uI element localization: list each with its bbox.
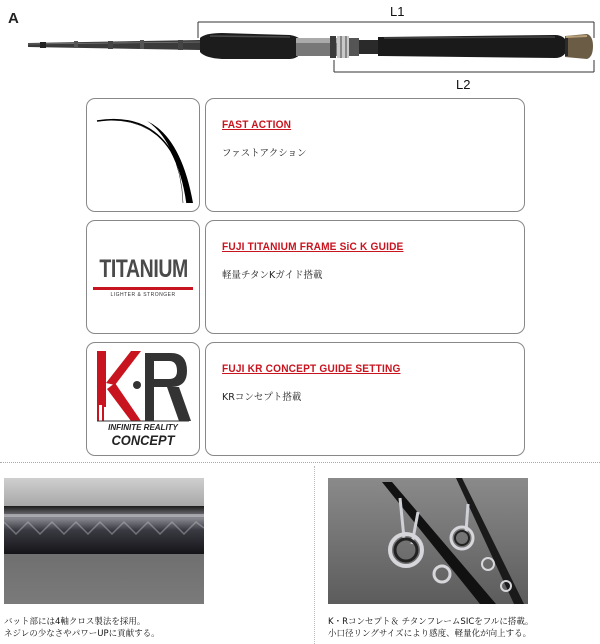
rod-label: A: [8, 10, 19, 27]
feature-title-titanium: FUJI TITANIUM FRAME SiC K GUIDE: [222, 241, 404, 253]
blank-photo-caption: [4, 616, 160, 640]
section-divider: [0, 462, 600, 464]
titanium-text-box: [205, 220, 525, 334]
blank-closeup-photo: [4, 478, 204, 604]
blank-caption-line1: バット部には4軸クロス製法を採用。: [4, 617, 146, 627]
feature-desc-titanium: 軽量チタンKガイド搭載: [222, 270, 323, 281]
rod-diagram: [0, 0, 600, 96]
dimension-l2-line: [334, 60, 594, 72]
rod-curve-icon: [87, 99, 199, 211]
titanium-logo-bar: [93, 287, 193, 290]
fast-action-text-box: [205, 98, 525, 212]
dimension-l1-label: L1: [390, 4, 405, 19]
dimension-l2-label: L2: [456, 77, 471, 92]
feature-title-kr-concept: FUJI KR CONCEPT GUIDE SETTING: [222, 363, 401, 375]
feature-desc-fast-action: ファストアクション: [222, 148, 307, 159]
fore-grip: [200, 33, 304, 59]
feature-title-fast-action: FAST ACTION: [222, 119, 292, 131]
kr-concept-text-box: [205, 342, 525, 456]
rod-drawing: [0, 0, 600, 96]
guides-caption-line1: K・Rコンセプト＆ チタンフレームSICをフルに搭載。: [328, 617, 534, 627]
guides-closeup-photo: [328, 478, 528, 604]
titanium-logo-text: TITANIUM: [99, 255, 188, 283]
guides-photo-caption: [328, 616, 533, 640]
fast-action-icon-box: [86, 98, 200, 212]
titanium-logo-box: [86, 220, 200, 334]
reel-seat: [296, 36, 379, 58]
butt-cap: [565, 34, 593, 59]
titanium-logo-subtext: LIGHTER & STRONGER: [110, 292, 176, 298]
column-divider: [314, 466, 316, 644]
guides-caption-line2: 小口径リングサイズにより感度、軽量化が向上する。: [328, 629, 532, 639]
feature-desc-kr-concept: KRコンセプト搭載: [222, 392, 302, 403]
rod-blank: [28, 40, 200, 50]
blank-caption-line2: ネジレの少なさやパワーUPに貢献する。: [4, 629, 160, 639]
kr-logo-text-line2: CONCEPT: [111, 432, 175, 448]
kr-logo-text-line1: INFINITE REALITY: [108, 423, 178, 432]
rear-grip: [378, 35, 568, 58]
kr-concept-logo-box: [86, 342, 200, 456]
